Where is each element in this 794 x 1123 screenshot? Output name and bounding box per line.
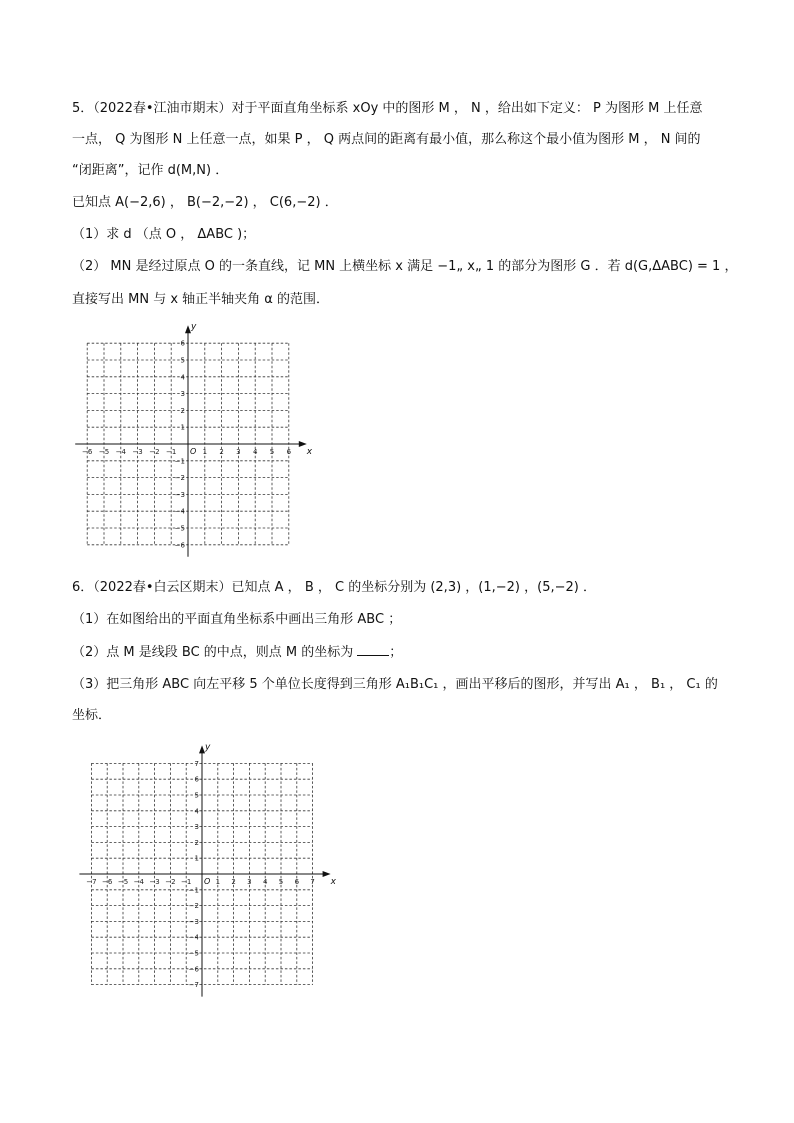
y-axis-label: y bbox=[191, 322, 197, 333]
problem5-line1: 5．（2022春•江油市期末）对于平面直角坐标系 xOy 中的图形 M ， N ，给出如下定义： P 为图形 M 上任意 bbox=[72, 101, 703, 116]
problem6-part3a: （3）把三角形 ABC 向左平移 5 个单位长度得到三角形 A₁B₁C₁ ，画出平移后的图形，并写出 A₁ ， B₁ ， C₁ 的 bbox=[72, 677, 718, 692]
y-tick-label: −6 bbox=[174, 541, 185, 550]
problem6-part2-text: （2）点 M 是线段 BC 的中点，则点 M 的坐标为 bbox=[72, 645, 354, 660]
problem6-line1: 6．（2022春•白云区期末）已知点 A ， B ， C 的坐标分别为 (2,3) ，(1,−2) ，(5,−2) ． bbox=[72, 580, 596, 595]
coordinate-grid-2 bbox=[68, 736, 338, 998]
y-tick-label: −2 bbox=[188, 902, 199, 911]
y-tick-label: −1 bbox=[188, 886, 199, 895]
x-tick-label: 5 bbox=[278, 878, 284, 886]
x-tick-label: −2 bbox=[149, 448, 160, 456]
problem5-part1: （1）求 d （点 O ， ΔABC )； bbox=[72, 227, 256, 242]
origin-label: O bbox=[204, 877, 211, 886]
y-tick-label: −5 bbox=[188, 949, 199, 958]
y-tick-label: −3 bbox=[174, 490, 185, 499]
y-tick-label: 1 bbox=[180, 423, 185, 432]
y-tick-label: 4 bbox=[180, 373, 185, 382]
problem6-part1: （1）在如图给出的平面直角坐标系中画出三角形 ABC ； bbox=[72, 612, 402, 627]
coordinate-grid-1 bbox=[70, 322, 320, 557]
x-tick-label: −5 bbox=[117, 878, 129, 886]
y-tick-label: −5 bbox=[174, 524, 185, 533]
y-tick-label: 5 bbox=[180, 356, 185, 365]
y-tick-label: 4 bbox=[194, 807, 199, 816]
problem5-line3: “闭距离”，记作 d(M,N) ． bbox=[72, 163, 229, 178]
x-tick-label: −3 bbox=[132, 448, 143, 456]
problem5-line4: 已知点 A(−2,6) ， B(−2,−2) ， C(6,−2) ． bbox=[72, 195, 338, 210]
x-axis-label: x bbox=[306, 447, 313, 457]
x-tick-label: −4 bbox=[115, 448, 126, 456]
y-tick-label: 2 bbox=[194, 838, 199, 847]
x-tick-label: −6 bbox=[102, 878, 113, 886]
problem6-part2 bbox=[72, 643, 402, 662]
answer-blank bbox=[357, 643, 389, 656]
y-tick-label: −7 bbox=[188, 981, 199, 990]
y-tick-label: −2 bbox=[174, 474, 185, 483]
y-tick-label: −4 bbox=[188, 933, 199, 942]
x-tick-label: −3 bbox=[149, 878, 160, 886]
x-tick-label: 2 bbox=[219, 448, 224, 456]
x-tick-label: 6 bbox=[286, 448, 292, 456]
y-tick-label: 6 bbox=[194, 775, 199, 784]
x-tick-label: −1 bbox=[166, 448, 177, 456]
x-tick-label: 5 bbox=[269, 448, 275, 456]
y-tick-label: 5 bbox=[194, 791, 199, 800]
x-tick-label: 3 bbox=[247, 878, 252, 886]
y-tick-label: 2 bbox=[180, 406, 185, 415]
problem5-line2: 一点， Q 为图形 N 上任意一点，如果 P ， Q 两点间的距离有最小值，那么称这个最小值为图形 M ， N 间的 bbox=[72, 132, 701, 147]
y-tick-label: −3 bbox=[188, 917, 199, 926]
y-tick-label: −6 bbox=[188, 965, 199, 974]
x-tick-label: 1 bbox=[215, 878, 221, 886]
y-tick-label: 3 bbox=[194, 823, 199, 832]
x-tick-label: 2 bbox=[231, 878, 236, 886]
x-tick-label: −1 bbox=[181, 878, 192, 886]
x-tick-label: 7 bbox=[310, 878, 315, 886]
y-tick-label: 7 bbox=[194, 759, 199, 768]
x-tick-label: −4 bbox=[133, 878, 144, 886]
x-axis-arrow bbox=[323, 871, 331, 877]
x-tick-label: −7 bbox=[86, 878, 97, 886]
x-tick-label: −6 bbox=[82, 448, 93, 456]
problem5-part2a: （2） MN 是经过原点 O 的一条直线，记 MN 上横坐标 x 满足 −1„ x„ 1 的部分为图形 G ．若 d(G,ΔABC) = 1 ， bbox=[72, 259, 738, 274]
y-tick-label: 6 bbox=[180, 339, 185, 348]
origin-label: O bbox=[190, 447, 197, 456]
y-tick-label: −4 bbox=[174, 507, 185, 516]
y-tick-label: 1 bbox=[194, 854, 199, 863]
x-axis-label: x bbox=[330, 877, 336, 887]
problem5-part2b: 直接写出 MN 与 x 轴正半轴夹角 α 的范围． bbox=[72, 292, 329, 307]
y-axis-label: y bbox=[205, 742, 211, 753]
x-tick-label: 4 bbox=[262, 878, 268, 886]
x-tick-label: −2 bbox=[165, 878, 176, 886]
y-tick-label: 3 bbox=[180, 390, 185, 399]
problem6-part3b: 坐标． bbox=[72, 708, 112, 723]
x-tick-label: 4 bbox=[252, 448, 258, 456]
x-axis-arrow bbox=[299, 441, 307, 447]
x-tick-label: 6 bbox=[294, 878, 300, 886]
problem6-part2-end: ； bbox=[389, 645, 403, 660]
y-tick-label: −1 bbox=[174, 457, 185, 466]
x-tick-label: −5 bbox=[98, 448, 110, 456]
x-tick-label: 1 bbox=[202, 448, 208, 456]
x-tick-label: 3 bbox=[236, 448, 241, 456]
